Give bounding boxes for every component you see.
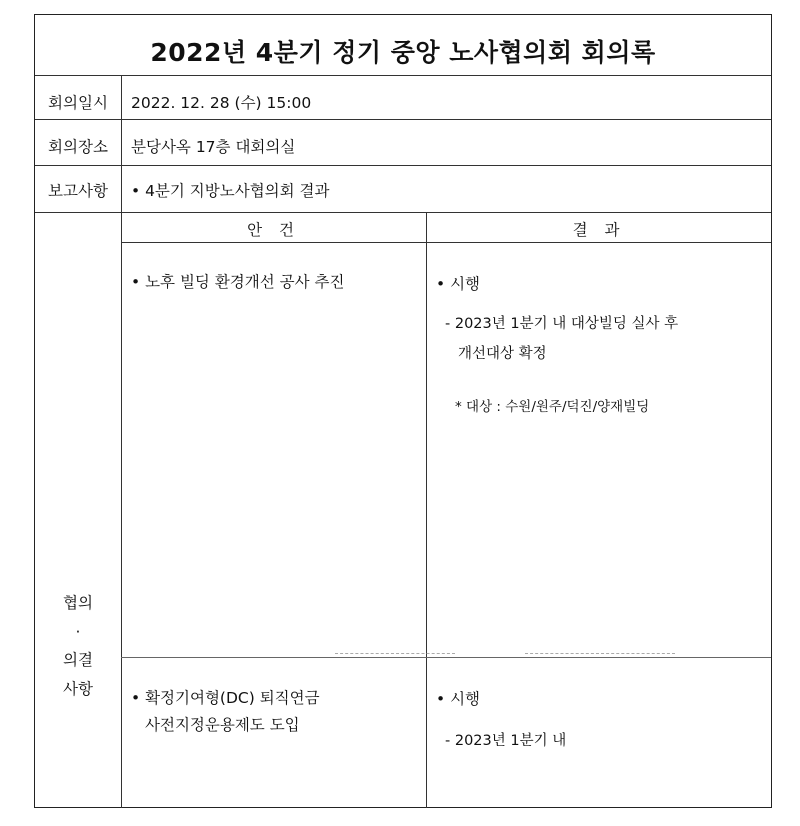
result-detail-1-cont: 개선대상 확정 [458, 346, 547, 362]
result-item-2: • 시행 [436, 690, 481, 708]
result-note-1: * 대상 : 수원/원주/덕진/양재빌딩 [455, 399, 650, 415]
agenda-result-divider [426, 212, 427, 808]
divider [35, 75, 771, 76]
minutes-table [34, 14, 772, 808]
meeting-date-value: 2022. 12. 28 (수) 15:00 [131, 94, 312, 112]
agenda-column-header: 안 건 [247, 221, 300, 239]
report-value: • 4분기 지방노사협의회 결과 [131, 182, 330, 200]
discussion-label: 협의 · 의결 사항 [63, 594, 93, 699]
result-column-header: 결 과 [572, 221, 626, 239]
divider [35, 165, 771, 166]
agenda-item-2: • 확정기여형(DC) 퇴직연금 사전지정운용제도 도입 [131, 689, 320, 735]
meeting-place-label: 회의장소 [48, 138, 108, 156]
agenda-item-1: • 노후 빌딩 환경개선 공사 추진 [131, 273, 345, 291]
label-column-divider [121, 75, 122, 808]
report-label: 보고사항 [48, 182, 108, 200]
document-title: 2022년 4분기 정기 중앙 노사협의회 회의록 [150, 38, 656, 67]
scan-artifact [335, 653, 455, 654]
scan-artifact [525, 653, 675, 654]
divider [35, 212, 771, 213]
meeting-date-label: 회의일시 [48, 94, 108, 112]
divider [35, 119, 771, 120]
item-divider [121, 657, 771, 658]
result-item-1: • 시행 [436, 275, 481, 293]
result-detail-1: - 2023년 1분기 내 대상빌딩 실사 후 [445, 316, 679, 332]
meeting-place-value: 분당사옥 17층 대회의실 [131, 138, 296, 156]
divider [121, 242, 771, 243]
result-detail-2: - 2023년 1분기 내 [445, 733, 567, 749]
